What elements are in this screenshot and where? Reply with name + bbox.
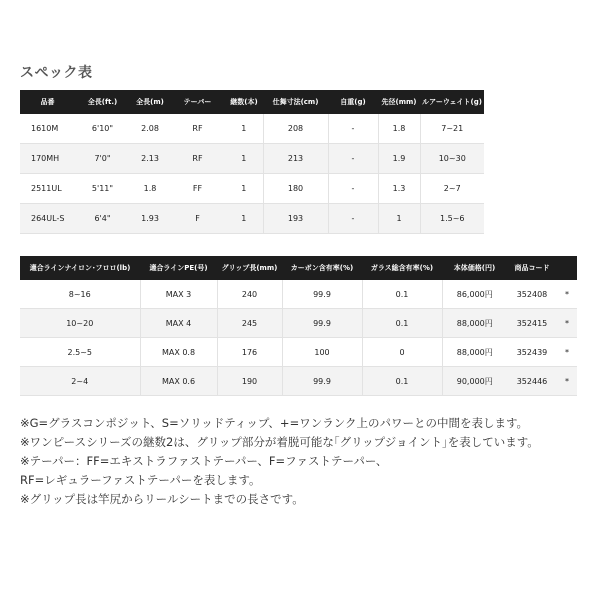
table-cell: MAX 4 xyxy=(140,309,217,338)
table-cell: 170MH xyxy=(20,144,75,174)
header-cell: テーパー xyxy=(170,90,225,114)
table-cell: 1 xyxy=(225,204,263,234)
table-cell: RF xyxy=(170,144,225,174)
table-cell: 0.1 xyxy=(362,367,442,396)
table-cell: 1 xyxy=(378,204,420,234)
table-cell: 352446 xyxy=(507,367,557,396)
table-row xyxy=(20,144,484,174)
table-cell: 240 xyxy=(217,280,282,309)
table-cell: 193 xyxy=(263,204,328,234)
table-row xyxy=(20,367,577,396)
table-cell: 2~7 xyxy=(420,174,484,204)
header-cell: 適合ラインナイロン･フロロ(lb) xyxy=(20,256,140,280)
table-row xyxy=(20,338,577,367)
table-cell: 99.9 xyxy=(282,280,362,309)
table-cell: * xyxy=(557,309,577,338)
table-cell: 190 xyxy=(217,367,282,396)
footnote-line: RF=レギュラーファストテーパーを表します。 xyxy=(20,473,261,487)
table-cell: 0.1 xyxy=(362,280,442,309)
table-cell: * xyxy=(557,338,577,367)
header-cell: 適合ラインPE(号) xyxy=(140,256,217,280)
table-cell: - xyxy=(328,174,378,204)
spec-table-secondary xyxy=(20,256,577,396)
header-cell: カーボン含有率(%) xyxy=(282,256,362,280)
header-cell: ルアーウェイト(g) xyxy=(420,90,484,114)
table-cell: 2~4 xyxy=(20,367,140,396)
table-cell: 1.9 xyxy=(378,144,420,174)
page-title: スペック表 xyxy=(20,65,93,81)
table-cell: 2.5~5 xyxy=(20,338,140,367)
table-cell: - xyxy=(328,114,378,144)
table-cell: 1.3 xyxy=(378,174,420,204)
table-cell: MAX 0.6 xyxy=(140,367,217,396)
header-cell: 商品コード xyxy=(507,256,557,280)
table-row xyxy=(20,204,484,234)
header-cell: 継数(本) xyxy=(225,90,263,114)
header-cell: 本体価格(円) xyxy=(442,256,507,280)
table-cell: 8~16 xyxy=(20,280,140,309)
table-cell: 5'11" xyxy=(75,174,130,204)
table-cell: 352439 xyxy=(507,338,557,367)
table-cell: 88,000円 xyxy=(442,338,507,367)
footnote-line: ※テーパー：FF=エキストラファストテーパー、F=ファストテーパー、 xyxy=(20,454,388,468)
table-header-row xyxy=(20,256,577,280)
table-cell: 176 xyxy=(217,338,282,367)
table-row xyxy=(20,174,484,204)
footnote-line: ※G=グラスコンポジット、S=ソリッドティップ、+=ワンランク上のパワーとの中間を表します。 xyxy=(20,416,529,430)
table-cell: FF xyxy=(170,174,225,204)
table-cell: 99.9 xyxy=(282,309,362,338)
table-cell: 10~20 xyxy=(20,309,140,338)
table-cell: 88,000円 xyxy=(442,309,507,338)
table-cell: - xyxy=(328,204,378,234)
table-cell: 2511UL xyxy=(20,174,75,204)
header-cell: 品番 xyxy=(20,90,75,114)
table-cell: 1 xyxy=(225,144,263,174)
table-cell: 1610M xyxy=(20,114,75,144)
footnotes xyxy=(20,414,590,509)
table-cell: 7'0" xyxy=(75,144,130,174)
table-cell: 1 xyxy=(225,174,263,204)
table-cell: 6'4" xyxy=(75,204,130,234)
table-cell: MAX 3 xyxy=(140,280,217,309)
table-cell: 245 xyxy=(217,309,282,338)
table-cell: 352415 xyxy=(507,309,557,338)
table-cell: 180 xyxy=(263,174,328,204)
table-cell: 86,000円 xyxy=(442,280,507,309)
header-cell: グリップ長(mm) xyxy=(217,256,282,280)
table-header-row xyxy=(20,90,484,114)
table-cell: 100 xyxy=(282,338,362,367)
table-cell: F xyxy=(170,204,225,234)
table-cell: 264UL-S xyxy=(20,204,75,234)
header-cell: ガラス総含有率(%) xyxy=(362,256,442,280)
table-cell: 0 xyxy=(362,338,442,367)
header-cell: 全長(m) xyxy=(130,90,170,114)
table-cell: 1.93 xyxy=(130,204,170,234)
table-cell: 99.9 xyxy=(282,367,362,396)
table-cell: 6'10" xyxy=(75,114,130,144)
footnote-line: ※グリップ長は竿尻からリールシートまでの長さです。 xyxy=(20,492,304,506)
table-row xyxy=(20,280,577,309)
header-cell: 仕舞寸法(cm) xyxy=(263,90,328,114)
table-cell: 90,000円 xyxy=(442,367,507,396)
table-cell: 1.8 xyxy=(130,174,170,204)
header-cell: 先径(mm) xyxy=(378,90,420,114)
table-cell: 0.1 xyxy=(362,309,442,338)
table-cell: RF xyxy=(170,114,225,144)
header-cell: 全長(ft.) xyxy=(75,90,130,114)
table-cell: 7~21 xyxy=(420,114,484,144)
table-cell: 2.13 xyxy=(130,144,170,174)
table-row xyxy=(20,114,484,144)
footnote-line: ※ワンピースシリーズの継数2は、グリップ部分が着脱可能な｢グリップジョイント｣を表しています。 xyxy=(20,435,539,449)
table-cell: 208 xyxy=(263,114,328,144)
table-cell: * xyxy=(557,367,577,396)
header-cell xyxy=(557,256,577,280)
spec-table-main xyxy=(20,90,484,234)
table-cell: 1.8 xyxy=(378,114,420,144)
header-cell: 自重(g) xyxy=(328,90,378,114)
table-cell: MAX 0.8 xyxy=(140,338,217,367)
table-cell: 352408 xyxy=(507,280,557,309)
table-cell: 10~30 xyxy=(420,144,484,174)
table-cell: 1 xyxy=(225,114,263,144)
table-row xyxy=(20,309,577,338)
table-cell: 1.5~6 xyxy=(420,204,484,234)
table-cell: * xyxy=(557,280,577,309)
table-cell: 213 xyxy=(263,144,328,174)
table-cell: 2.08 xyxy=(130,114,170,144)
table-cell: - xyxy=(328,144,378,174)
